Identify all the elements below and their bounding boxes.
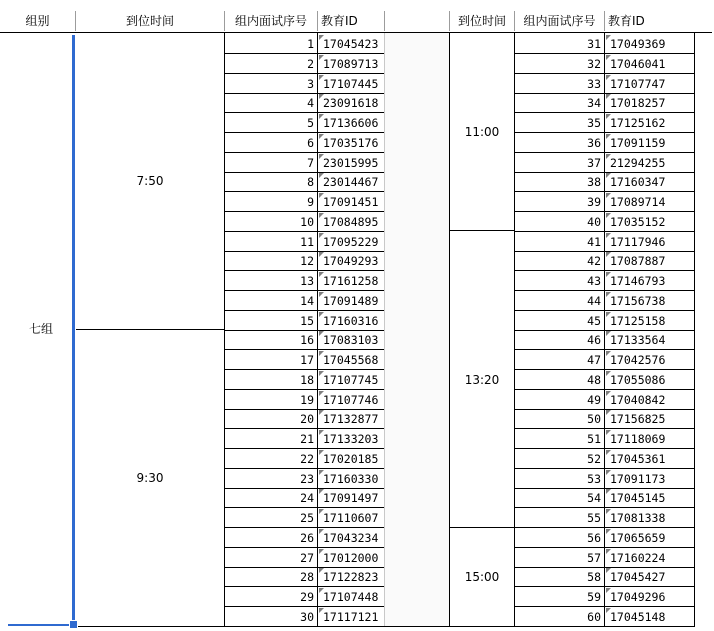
education-id-cell[interactable] xyxy=(605,251,694,271)
education-id-cell[interactable] xyxy=(318,548,384,568)
selection-border xyxy=(8,624,74,626)
education-id-text: 17045361 xyxy=(610,451,666,466)
text-number-indicator-icon xyxy=(606,35,611,40)
education-id-cell[interactable] xyxy=(318,34,384,54)
education-id-text: 17133564 xyxy=(610,333,666,348)
education-id-text: 17049296 xyxy=(610,590,666,604)
header-underline xyxy=(0,32,712,33)
education-id-text: 17095229 xyxy=(323,234,379,249)
education-id-cell[interactable] xyxy=(318,93,384,113)
education-id-cell[interactable] xyxy=(605,113,694,133)
education-id-text: 17084895 xyxy=(323,214,379,229)
education-id-text: 17160316 xyxy=(323,313,379,328)
education-id-cell[interactable] xyxy=(605,291,694,311)
sequence-number-cell[interactable]: 20 xyxy=(300,412,314,427)
education-id-cell[interactable] xyxy=(605,330,694,350)
education-id-cell[interactable] xyxy=(605,350,694,370)
sequence-number-cell[interactable]: 56 xyxy=(587,530,601,545)
sequence-number-cell[interactable]: 30 xyxy=(300,609,314,624)
arrival-time-cell[interactable]: 13:20 xyxy=(464,373,500,387)
sequence-number-cell[interactable]: 37 xyxy=(587,155,601,170)
sequence-number-cell[interactable]: 59 xyxy=(587,590,601,604)
text-number-indicator-icon xyxy=(319,233,324,238)
sequence-number-cell[interactable]: 18 xyxy=(300,372,314,387)
sequence-number-cell[interactable]: 7 xyxy=(307,155,314,170)
sequence-number-cell[interactable]: 21 xyxy=(300,432,314,446)
fill-handle[interactable] xyxy=(69,620,78,629)
education-id-cell[interactable] xyxy=(605,390,694,410)
education-id-cell[interactable] xyxy=(318,192,384,212)
sequence-number-cell[interactable]: 32 xyxy=(587,56,601,71)
education-id-text: 17042576 xyxy=(610,353,666,367)
education-id-text: 17045423 xyxy=(323,37,379,51)
text-number-indicator-icon xyxy=(606,450,611,455)
education-id-text: 17049293 xyxy=(323,254,379,269)
sequence-number-cell[interactable]: 23 xyxy=(300,471,314,486)
education-id-text: 17125158 xyxy=(610,313,666,328)
education-id-cell[interactable] xyxy=(318,488,384,508)
text-number-indicator-icon xyxy=(319,391,324,396)
sequence-number-cell[interactable]: 44 xyxy=(587,293,601,308)
text-number-indicator-icon xyxy=(319,154,324,159)
text-number-indicator-icon xyxy=(319,292,324,297)
education-id-text: 17083103 xyxy=(323,333,379,348)
education-id-cell[interactable] xyxy=(605,133,694,153)
text-number-indicator-icon xyxy=(319,371,324,376)
education-id-cell[interactable] xyxy=(318,212,384,232)
sequence-number-cell[interactable]: 8 xyxy=(307,175,314,190)
education-id-text: 17045568 xyxy=(323,353,379,367)
text-number-indicator-icon xyxy=(606,331,611,336)
education-id-text: 17091497 xyxy=(323,491,379,506)
education-id-cell[interactable] xyxy=(605,192,694,212)
sequence-number-cell[interactable]: 39 xyxy=(587,195,601,209)
text-number-indicator-icon xyxy=(606,272,611,277)
arrival-time-cell[interactable]: 15:00 xyxy=(464,570,500,584)
education-id-text: 17156825 xyxy=(610,412,666,427)
education-id-text: 17146793 xyxy=(610,274,666,288)
grid-line xyxy=(694,33,695,627)
text-number-indicator-icon xyxy=(606,134,611,139)
text-number-indicator-icon xyxy=(606,509,611,514)
education-id-cell[interactable] xyxy=(318,567,384,587)
sequence-number-cell[interactable]: 13 xyxy=(300,274,314,288)
education-id-text: 17118069 xyxy=(610,432,666,446)
text-number-indicator-icon xyxy=(606,588,611,593)
arrival-time-cell[interactable]: 9:30 xyxy=(136,471,164,485)
education-id-text: 17045427 xyxy=(610,570,666,585)
text-number-indicator-icon xyxy=(319,55,324,60)
education-id-cell[interactable] xyxy=(605,172,694,192)
education-id-text: 17107746 xyxy=(323,392,379,407)
sequence-number-cell[interactable]: 36 xyxy=(587,135,601,150)
text-number-indicator-icon xyxy=(606,213,611,218)
text-number-indicator-icon xyxy=(319,450,324,455)
education-id-text: 17091489 xyxy=(323,293,379,308)
text-number-indicator-icon xyxy=(606,549,611,554)
text-number-indicator-icon xyxy=(319,114,324,119)
text-number-indicator-icon xyxy=(319,588,324,593)
text-number-indicator-icon xyxy=(606,94,611,99)
text-number-indicator-icon xyxy=(319,272,324,277)
education-id-cell[interactable] xyxy=(605,429,694,449)
sequence-number-cell[interactable]: 51 xyxy=(587,432,601,446)
text-number-indicator-icon xyxy=(319,568,324,573)
education-id-text: 17065659 xyxy=(610,530,666,545)
sequence-number-cell[interactable]: 46 xyxy=(587,333,601,348)
text-number-indicator-icon xyxy=(606,371,611,376)
education-id-cell[interactable] xyxy=(605,370,694,390)
text-number-indicator-icon xyxy=(319,252,324,257)
sequence-number-cell[interactable]: 49 xyxy=(587,392,601,407)
text-number-indicator-icon xyxy=(319,608,324,613)
education-id-cell[interactable] xyxy=(605,548,694,568)
education-id-cell[interactable] xyxy=(605,528,694,548)
education-id-cell[interactable] xyxy=(605,311,694,331)
text-number-indicator-icon xyxy=(606,55,611,60)
sequence-number-cell[interactable]: 31 xyxy=(587,37,601,51)
text-number-indicator-icon xyxy=(319,35,324,40)
header-education-id-right[interactable]: 教育ID xyxy=(608,14,645,28)
education-id-text: 17089713 xyxy=(323,56,379,71)
text-number-indicator-icon xyxy=(319,489,324,494)
education-id-cell[interactable] xyxy=(318,172,384,192)
education-id-cell[interactable] xyxy=(605,488,694,508)
header-separator xyxy=(604,11,605,31)
education-id-text: 17087887 xyxy=(610,254,666,269)
education-id-text: 17035152 xyxy=(610,214,666,229)
education-id-text: 17117946 xyxy=(610,234,666,249)
text-number-indicator-icon xyxy=(319,351,324,356)
education-id-text: 17055086 xyxy=(610,372,666,387)
text-number-indicator-icon xyxy=(319,173,324,178)
education-id-text: 23015995 xyxy=(323,155,379,170)
text-number-indicator-icon xyxy=(319,410,324,415)
education-id-text: 17012000 xyxy=(323,550,379,565)
sequence-number-cell[interactable]: 19 xyxy=(300,392,314,407)
sequence-number-cell[interactable]: 16 xyxy=(300,333,314,348)
education-id-text: 23091618 xyxy=(323,96,379,111)
education-id-cell[interactable] xyxy=(318,409,384,429)
education-id-text: 21294255 xyxy=(610,155,666,170)
education-id-text: 17018257 xyxy=(610,96,666,111)
education-id-text: 17107448 xyxy=(323,590,379,604)
education-id-cell[interactable] xyxy=(318,508,384,528)
sequence-number-cell[interactable]: 12 xyxy=(300,254,314,269)
sequence-number-cell[interactable]: 1 xyxy=(307,37,314,51)
education-id-cell[interactable] xyxy=(318,251,384,271)
education-id-cell[interactable] xyxy=(318,133,384,153)
education-id-text: 17160347 xyxy=(610,175,666,190)
text-number-indicator-icon xyxy=(606,489,611,494)
education-id-cell[interactable] xyxy=(318,370,384,390)
education-id-cell[interactable] xyxy=(605,469,694,489)
sequence-number-cell[interactable]: 15 xyxy=(300,313,314,328)
sequence-number-cell[interactable]: 17 xyxy=(300,353,314,367)
education-id-text: 17160224 xyxy=(610,550,666,565)
education-id-cell[interactable] xyxy=(605,449,694,469)
education-id-cell[interactable] xyxy=(605,93,694,113)
education-id-text: 17156738 xyxy=(610,293,666,308)
text-number-indicator-icon xyxy=(606,568,611,573)
education-id-text: 17132877 xyxy=(323,412,379,427)
header-separator xyxy=(514,11,515,31)
sequence-number-cell[interactable]: 34 xyxy=(587,96,601,111)
header-sequence-right[interactable]: 组内面试序号 xyxy=(523,14,596,28)
education-id-cell[interactable] xyxy=(318,390,384,410)
education-id-cell[interactable] xyxy=(605,232,694,252)
text-number-indicator-icon xyxy=(606,173,611,178)
education-id-cell[interactable] xyxy=(605,271,694,291)
education-id-text: 17136606 xyxy=(323,116,379,130)
education-id-text: 17125162 xyxy=(610,116,666,130)
education-id-text: 17107745 xyxy=(323,372,379,387)
education-id-cell[interactable] xyxy=(318,607,384,627)
sequence-number-cell[interactable]: 60 xyxy=(587,609,601,624)
education-id-text: 17110607 xyxy=(323,511,379,525)
text-number-indicator-icon xyxy=(319,75,324,80)
sequence-number-cell[interactable]: 47 xyxy=(587,353,601,367)
grid-line xyxy=(384,33,385,627)
text-number-indicator-icon xyxy=(319,94,324,99)
text-number-indicator-icon xyxy=(319,312,324,317)
sequence-number-cell[interactable]: 35 xyxy=(587,116,601,130)
sequence-number-cell[interactable]: 55 xyxy=(587,511,601,525)
text-number-indicator-icon xyxy=(606,391,611,396)
sequence-number-cell[interactable]: 48 xyxy=(587,372,601,387)
header-arrival-time-left[interactable]: 到位时间 xyxy=(125,14,174,28)
text-number-indicator-icon xyxy=(606,608,611,613)
sequence-number-cell[interactable]: 9 xyxy=(307,195,314,209)
sequence-number-cell[interactable]: 10 xyxy=(300,214,314,229)
sequence-number-cell[interactable]: 42 xyxy=(587,254,601,269)
header-separator xyxy=(384,11,385,31)
education-id-text: 17161258 xyxy=(323,274,379,288)
education-id-text: 17040842 xyxy=(610,392,666,407)
text-number-indicator-icon xyxy=(606,154,611,159)
education-id-cell[interactable] xyxy=(318,74,384,94)
education-id-text: 17117121 xyxy=(323,609,379,624)
sequence-number-cell[interactable]: 58 xyxy=(587,570,601,585)
sequence-number-cell[interactable]: 26 xyxy=(300,530,314,545)
sequence-number-cell[interactable]: 57 xyxy=(587,550,601,565)
education-id-text: 17081338 xyxy=(610,511,666,525)
header-education-id-left[interactable]: 教育ID xyxy=(321,14,358,28)
header-separator xyxy=(75,11,76,31)
education-id-cell[interactable] xyxy=(605,153,694,173)
education-id-text: 17049369 xyxy=(610,37,666,51)
education-id-cell[interactable] xyxy=(318,330,384,350)
sequence-number-cell[interactable]: 52 xyxy=(587,451,601,466)
text-number-indicator-icon xyxy=(606,351,611,356)
education-id-cell[interactable] xyxy=(318,449,384,469)
sequence-number-cell[interactable]: 40 xyxy=(587,214,601,229)
sequence-number-cell[interactable]: 53 xyxy=(587,471,601,486)
sequence-number-cell[interactable]: 27 xyxy=(300,550,314,565)
sequence-number-cell[interactable]: 43 xyxy=(587,274,601,288)
selection-border xyxy=(72,35,75,625)
group-name-cell[interactable]: 七组 xyxy=(28,322,53,336)
header-separator xyxy=(449,11,450,31)
education-id-cell[interactable] xyxy=(318,54,384,74)
grid-line xyxy=(449,33,450,627)
sequence-number-cell[interactable]: 38 xyxy=(587,175,601,190)
education-id-cell[interactable] xyxy=(318,528,384,548)
text-number-indicator-icon xyxy=(606,292,611,297)
text-number-indicator-icon xyxy=(606,252,611,257)
education-id-text: 17046041 xyxy=(610,56,666,71)
education-id-cell[interactable] xyxy=(318,350,384,370)
sequence-number-cell[interactable]: 24 xyxy=(300,491,314,506)
education-id-cell[interactable] xyxy=(318,469,384,489)
education-id-cell[interactable] xyxy=(318,232,384,252)
time-group-divider xyxy=(450,527,514,528)
text-number-indicator-icon xyxy=(606,193,611,198)
text-number-indicator-icon xyxy=(606,430,611,435)
text-number-indicator-icon xyxy=(319,193,324,198)
text-number-indicator-icon xyxy=(319,549,324,554)
education-id-text: 17045145 xyxy=(610,491,666,506)
text-number-indicator-icon xyxy=(319,529,324,534)
header-sequence-left[interactable]: 组内面试序号 xyxy=(234,14,307,28)
sequence-number-cell[interactable]: 6 xyxy=(307,135,314,150)
education-id-cell[interactable] xyxy=(318,291,384,311)
time-group-divider xyxy=(450,230,514,231)
text-number-indicator-icon xyxy=(319,331,324,336)
text-number-indicator-icon xyxy=(606,529,611,534)
text-number-indicator-icon xyxy=(606,312,611,317)
sequence-number-cell[interactable]: 5 xyxy=(307,116,314,130)
education-id-text: 17091159 xyxy=(610,135,666,150)
education-id-text: 23014467 xyxy=(323,175,379,190)
education-id-text: 17107445 xyxy=(323,76,379,91)
header-group[interactable]: 组别 xyxy=(25,14,50,28)
header-separator xyxy=(224,11,225,31)
education-id-cell[interactable] xyxy=(605,212,694,232)
education-id-text: 17045148 xyxy=(610,609,666,624)
education-id-text: 17020185 xyxy=(323,451,379,466)
education-id-text: 17122823 xyxy=(323,570,379,585)
sequence-number-cell[interactable]: 25 xyxy=(300,511,314,525)
education-id-cell[interactable] xyxy=(318,429,384,449)
arrival-time-cell[interactable]: 7:50 xyxy=(136,174,164,188)
education-id-cell[interactable] xyxy=(318,271,384,291)
education-id-cell[interactable] xyxy=(318,153,384,173)
sequence-number-cell[interactable]: 2 xyxy=(307,56,314,71)
text-number-indicator-icon xyxy=(606,114,611,119)
education-id-text: 17089714 xyxy=(610,195,666,209)
education-id-cell[interactable] xyxy=(605,607,694,627)
empty-column[interactable] xyxy=(385,33,449,627)
text-number-indicator-icon xyxy=(319,134,324,139)
arrival-time-cell[interactable]: 11:00 xyxy=(464,125,500,139)
sequence-number-cell[interactable]: 54 xyxy=(587,491,601,506)
sequence-number-cell[interactable]: 45 xyxy=(587,313,601,328)
education-id-text: 17091173 xyxy=(610,471,666,486)
education-id-cell[interactable] xyxy=(605,54,694,74)
education-id-text: 17091451 xyxy=(323,195,379,209)
education-id-cell[interactable] xyxy=(605,587,694,607)
header-arrival-time-right[interactable]: 到位时间 xyxy=(457,14,506,28)
sequence-number-cell[interactable]: 3 xyxy=(307,76,314,91)
education-id-cell[interactable] xyxy=(605,34,694,54)
sequence-number-cell[interactable]: 14 xyxy=(300,293,314,308)
education-id-text: 17133203 xyxy=(323,432,379,446)
sequence-number-cell[interactable]: 41 xyxy=(587,234,601,249)
sequence-number-cell[interactable]: 22 xyxy=(300,451,314,466)
sequence-number-cell[interactable]: 11 xyxy=(300,234,314,249)
text-number-indicator-icon xyxy=(606,75,611,80)
education-id-text: 17035176 xyxy=(323,135,379,150)
text-number-indicator-icon xyxy=(319,213,324,218)
education-id-cell[interactable] xyxy=(605,409,694,429)
sequence-number-cell[interactable]: 28 xyxy=(300,570,314,585)
text-number-indicator-icon xyxy=(319,470,324,475)
education-id-text: 17160330 xyxy=(323,471,379,486)
education-id-cell[interactable] xyxy=(605,74,694,94)
text-number-indicator-icon xyxy=(319,509,324,514)
sequence-number-cell[interactable]: 29 xyxy=(300,590,314,604)
text-number-indicator-icon xyxy=(606,470,611,475)
sequence-number-cell[interactable]: 4 xyxy=(307,96,314,111)
time-group-divider xyxy=(76,329,224,330)
header-separator xyxy=(317,11,318,31)
text-number-indicator-icon xyxy=(319,430,324,435)
text-number-indicator-icon xyxy=(606,233,611,238)
education-id-cell[interactable] xyxy=(605,508,694,528)
education-id-cell[interactable] xyxy=(318,587,384,607)
sequence-number-cell[interactable]: 50 xyxy=(587,412,601,427)
text-number-indicator-icon xyxy=(606,410,611,415)
education-id-cell[interactable] xyxy=(318,311,384,331)
education-id-cell[interactable] xyxy=(605,567,694,587)
education-id-text: 17043234 xyxy=(323,530,379,545)
sequence-number-cell[interactable]: 33 xyxy=(587,76,601,91)
education-id-text: 17107747 xyxy=(610,76,666,91)
education-id-cell[interactable] xyxy=(318,113,384,133)
